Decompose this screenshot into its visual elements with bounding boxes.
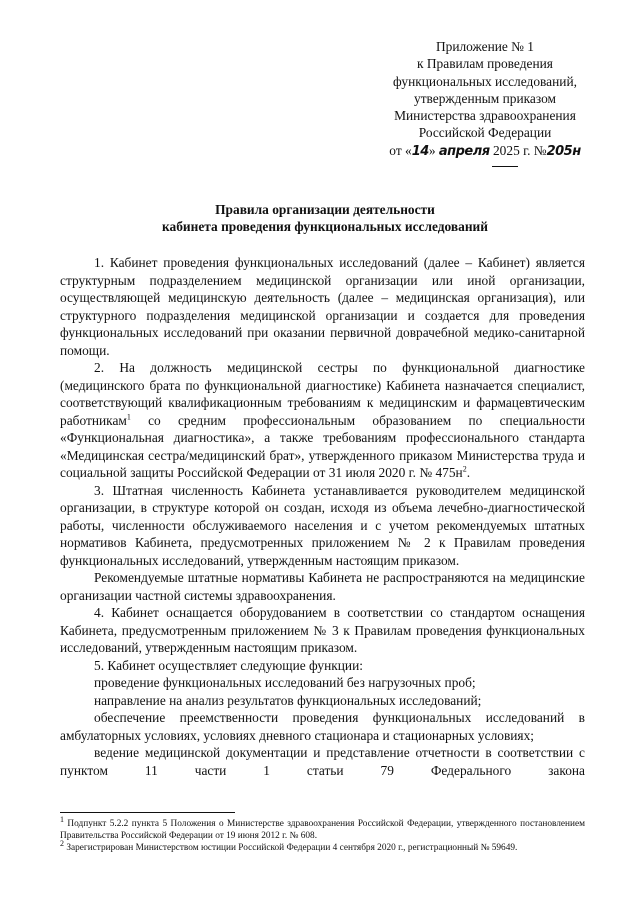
approval-underline [492,166,518,167]
document-title [60,201,590,235]
title-line: Правила организации деятельности [215,202,435,217]
footnote-2-text: Зарегистрирован Министерством юстиции Российской Федерации 4 сентября 2020 г., регистрационный № 59649. [64,843,518,853]
footnote-ref-1: 1 [126,412,131,422]
document-body [60,254,585,779]
date-prefix: от « [389,142,412,158]
date-mid: » [428,142,436,158]
date-month-handwritten: апреля [438,143,490,159]
paragraph-7: проведение функциональных исследований без нагрузочных проб; [94,675,476,690]
paragraph-10: ведение медицинской документации и представление отчетности в соответствии с пунктом 11 части 1 статьи 79 Федерального закона [60,745,585,778]
footnote-1 [60,814,585,842]
title-line: кабинета проведения функциональных исследований [162,219,488,234]
paragraph-9: обеспечение преемственности проведения функциональных исследований в амбулаторных условиях, условиях дневного стационара и стационарных условиях; [60,710,585,743]
date-year: 2025 г. № [492,142,547,158]
date-day-handwritten: 14 [411,143,429,159]
paragraph-6: 5. Кабинет осуществляет следующие функции: [94,657,363,673]
paragraph-1: 1. Кабинет проведения функциональных исследований (далее – Кабинет) является структурным подразделением медицинской организации или иной организации, осуществляющей медицинскую деятельность (далее – медицинская организация), или структурного подразделения медицинской организации и создается для проведения функциональных исследований при оказании первичной доврачебной медико-санитарной помощи. [60,255,585,358]
approval-line: функциональных исследований, [393,73,577,89]
footnote-2 [60,838,585,854]
paragraph-2-text: 2. На должность медицинской сестры по функциональной диагностике (медицинского брата по функциональной диагностике) Кабинета назначается специалист, соответствующий квалификационным требованиям к медицинским и фармацевтическим работникам [60,360,585,428]
paragraph-3: 3. Штатная численность Кабинета устанавливается руководителем медицинской организации, в структуре которой он создан, исходя из объема лечебно-диагностической работы, численности обслуживаемого населения и с учетом рекомендуемых штатных нормативов Кабинета, предусмотренных приложением № 2 к Правилам проведения функциональных исследований, утвержденным настоящим приказом. [60,482,585,568]
approval-line: Российской Федерации [418,125,552,141]
paragraph-5: 4. Кабинет оснащается оборудованием в соответствии со стандартом оснащения Кабинета, предусмотренным приложением № 3 к Правилам проведения функциональных исследований, утвержденным настоящим приказом. [60,605,585,655]
paragraph-2 [60,359,585,482]
footnote-mark-1: 1 [60,814,64,824]
approval-line: к Правилам проведения [417,56,553,72]
approval-date [360,142,610,160]
footnotes [60,814,585,854]
date-number-handwritten: 205н [546,143,581,159]
approval-line: Приложение № 1 [435,39,535,54]
paragraph-2-text: . [466,465,471,480]
footnote-separator [60,812,235,813]
footnote-ref-2: 2 [462,464,467,474]
paragraph-8: направление на анализ результатов функциональных исследований; [94,692,482,708]
paragraph-4: Рекомендуемые штатные нормативы Кабинета не распространяются на медицинские организации частной системы здравоохранения. [60,570,585,603]
approval-line: Министерства здравоохранения [394,108,576,124]
footnote-1-text: Подпункт 5.2.2 пункта 5 Положения о Министерстве здравоохранения Российской Федерации, утвержденного постановлением Правительства Российской Федерации от 19 июня 2012 г. № 608. [60,819,585,841]
paragraph-2-text: со средним профессиональным образованием по специальности «Функциональная диагностика», а также требованиям профессионального стандарта «Медицинская сестра/медицинский брат», утвержденного приказом Министерства труда и социальной защиты Российской Федерации от 31 июля 2020 г. № 475н [60,412,585,480]
footnote-mark-2: 2 [60,838,64,848]
approval-block [360,38,610,167]
approval-line: утвержденным приказом [414,90,556,106]
